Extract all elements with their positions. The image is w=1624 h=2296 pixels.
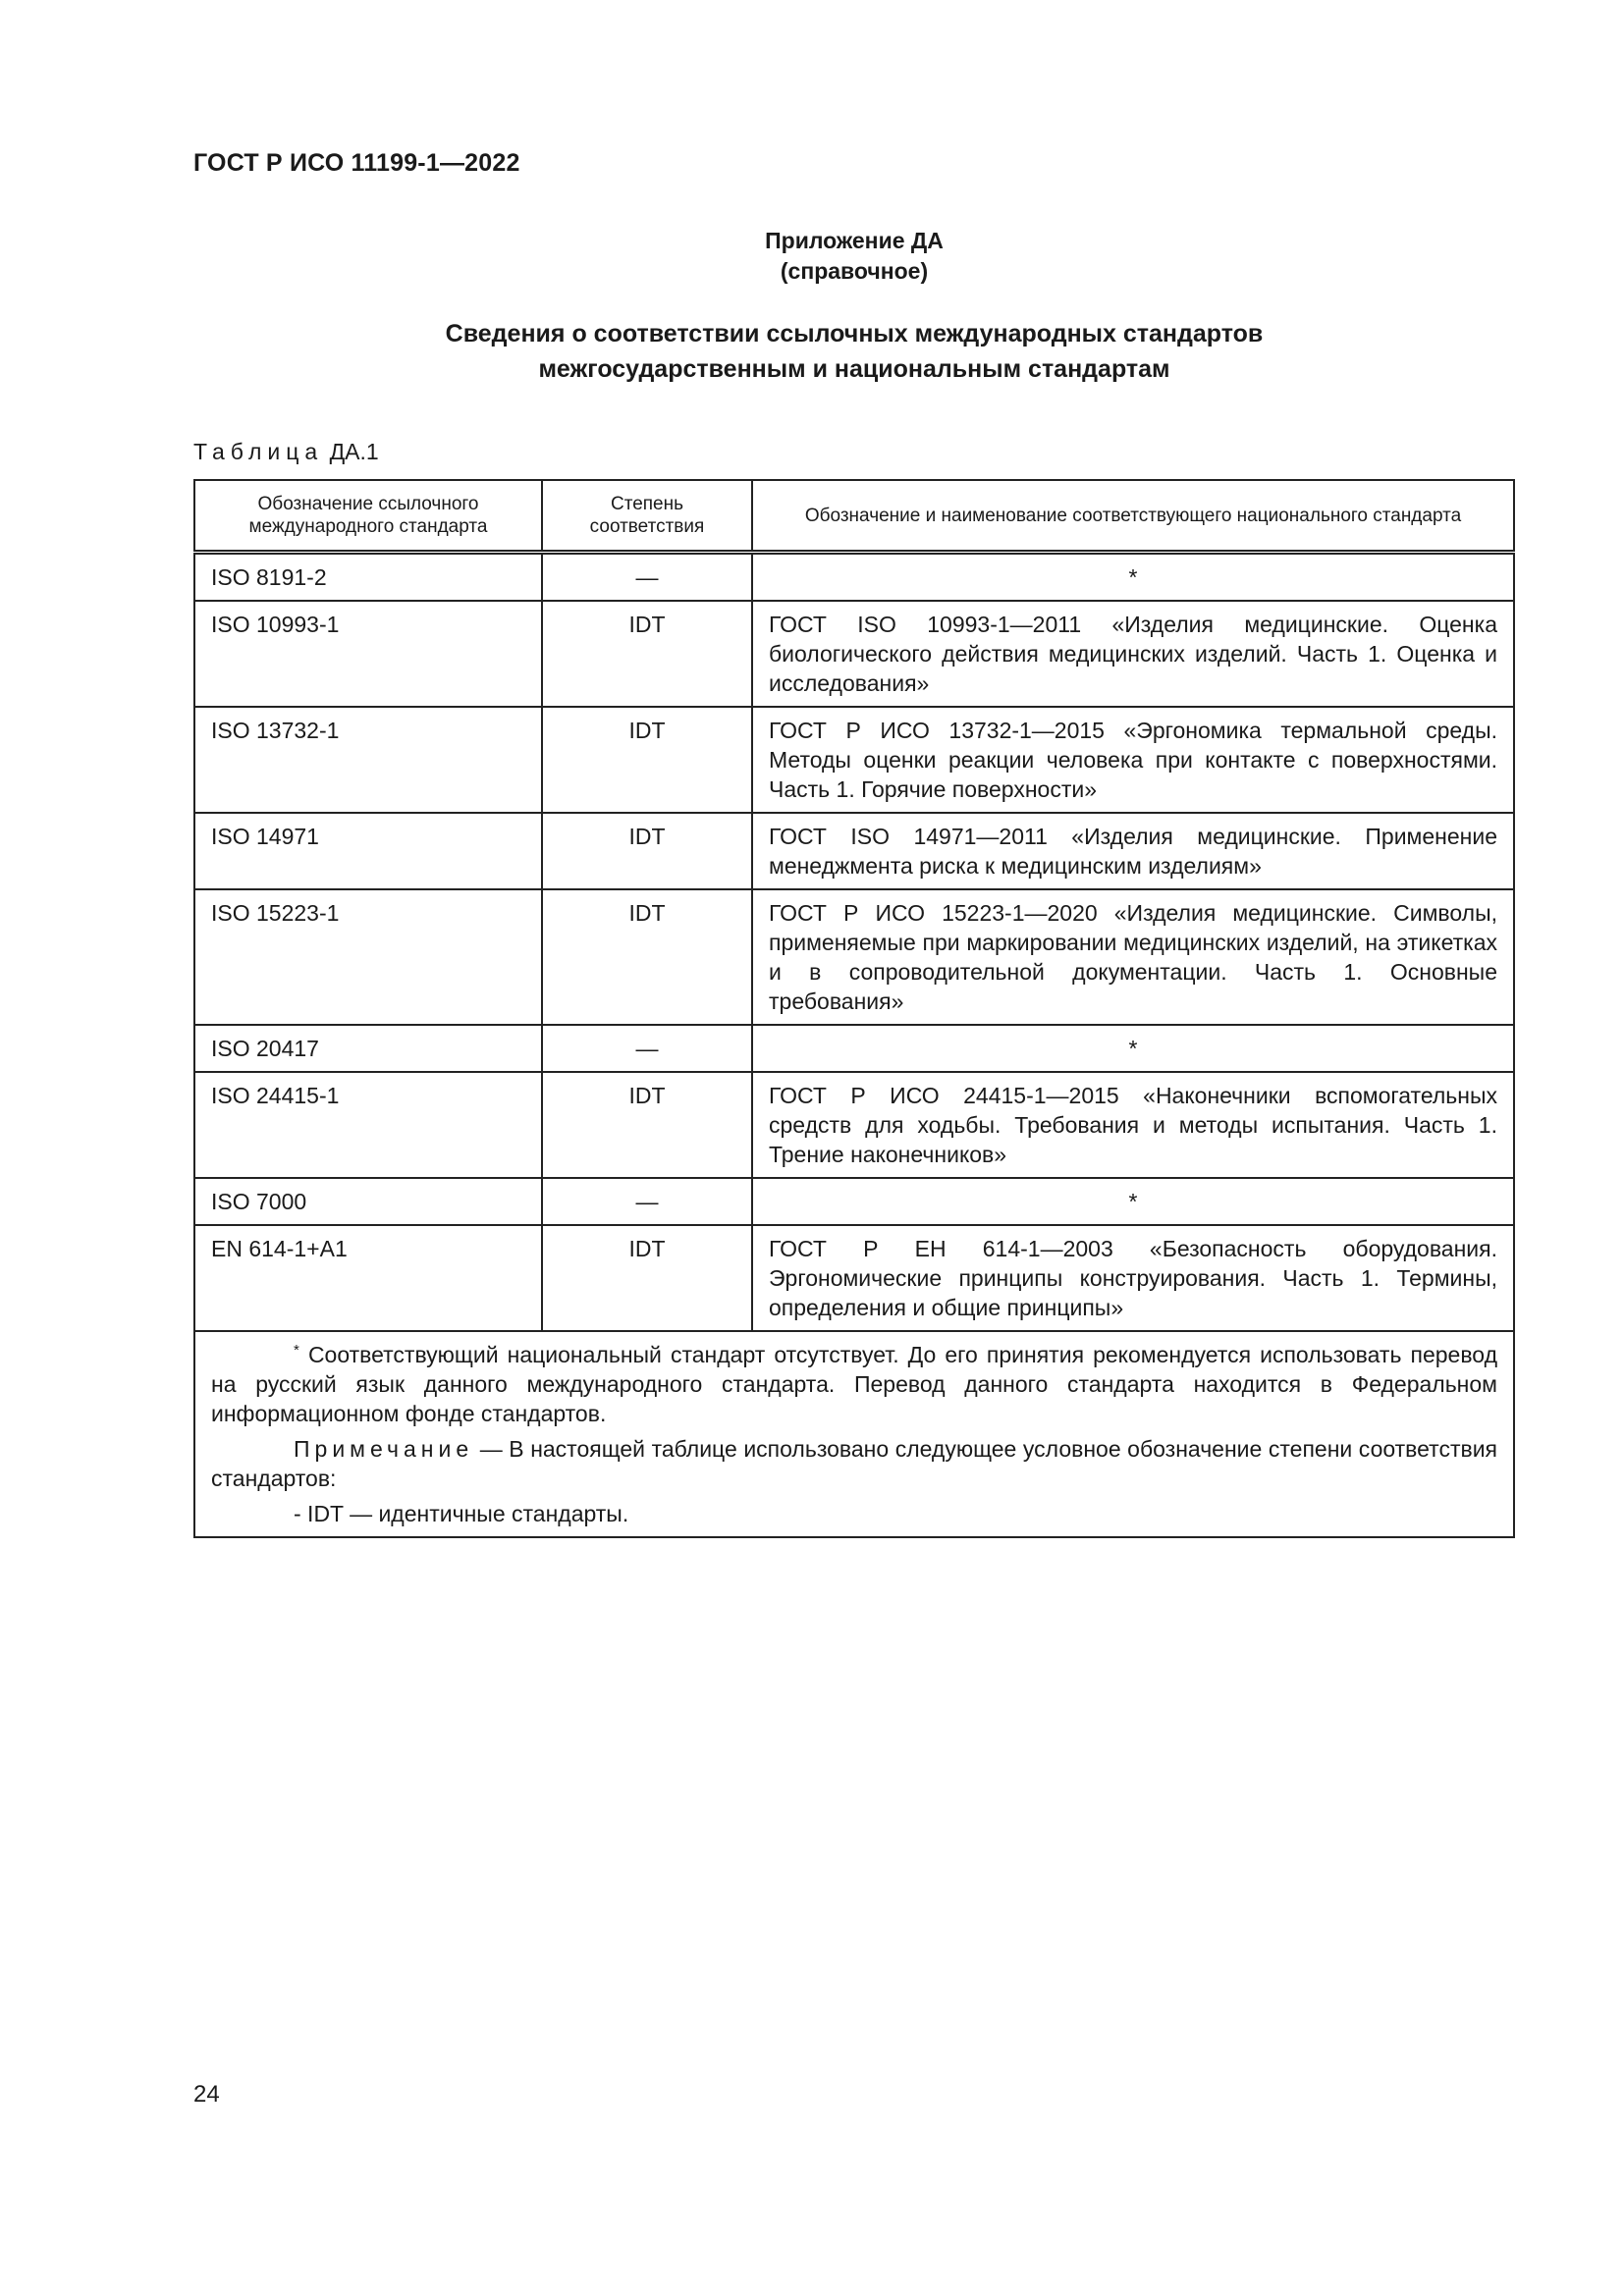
idt-definition: - IDT — идентичные стандарты. [294, 1501, 629, 1526]
annex-title-line-1: Сведения о соответствии ссылочных международных стандартов [445, 320, 1264, 347]
document-code-header: ГОСТ Р ИСО 11199-1—2022 [193, 149, 520, 177]
degree-cell: IDT [542, 601, 752, 707]
reference-standard-cell: ISO 15223-1 [194, 889, 542, 1025]
reference-standard-cell: EN 614-1+A1 [194, 1225, 542, 1331]
table-row [194, 707, 1514, 813]
national-standard-cell: ГОСТ Р ИСО 13732-1—2015 «Эргономика термальной среды. Методы оценки реакции человека при контакте с поверхностями. Часть 1. Горячие поверхности» [752, 707, 1514, 813]
reference-standard-cell: ISO 24415-1 [194, 1072, 542, 1178]
footnote-mark: * [294, 1342, 299, 1359]
column-header-degree: Степень соответствия [542, 480, 752, 553]
reference-standard-cell: ISO 10993-1 [194, 601, 542, 707]
reference-standard-cell: ISO 13732-1 [194, 707, 542, 813]
note-label: Примечание [294, 1436, 474, 1462]
table-footnote-cell [194, 1331, 1514, 1537]
table-row [194, 1025, 1514, 1072]
degree-cell: IDT [542, 707, 752, 813]
national-standard-cell: * [752, 1025, 1514, 1072]
table-footnote-row [194, 1331, 1514, 1537]
note-text: — В настоящей таблице использовано следующее условное обозначение степени соответствия стандартов: [211, 1436, 1498, 1491]
annex-type: (справочное) [780, 258, 929, 284]
reference-standard-cell: ISO 20417 [194, 1025, 542, 1072]
table-row [194, 1225, 1514, 1331]
reference-standard-cell: ISO 8191-2 [194, 553, 542, 602]
annex-name: Приложение ДА [765, 228, 944, 253]
table-header-row [194, 480, 1514, 553]
national-standard-cell: * [752, 553, 1514, 602]
column-header-reference: Обозначение ссылочного международного стандарта [194, 480, 542, 553]
degree-cell: IDT [542, 1072, 752, 1178]
table-row [194, 1072, 1514, 1178]
table-row [194, 601, 1514, 707]
annex-title [0, 316, 1624, 387]
annex-title-line-2: межгосударственным и национальным стандартам [538, 355, 1170, 383]
national-standard-cell: ГОСТ ISO 14971—2011 «Изделия медицинские. Применение менеджмента риска к медицинским изделиям» [752, 813, 1514, 889]
table-row [194, 1178, 1514, 1225]
degree-cell: — [542, 1178, 752, 1225]
table-label-number: ДА.1 [329, 439, 379, 464]
reference-standard-cell: ISO 7000 [194, 1178, 542, 1225]
footnote-paragraph [211, 1340, 1497, 1428]
table-label [193, 439, 379, 465]
note-paragraph [211, 1434, 1497, 1493]
table-label-word: Таблица [193, 439, 324, 464]
degree-cell: IDT [542, 813, 752, 889]
reference-standard-cell: ISO 14971 [194, 813, 542, 889]
standards-correspondence-table [193, 479, 1515, 1538]
page-number: 24 [193, 2081, 220, 2108]
degree-cell: — [542, 553, 752, 602]
national-standard-cell: * [752, 1178, 1514, 1225]
national-standard-cell: ГОСТ ISO 10993-1—2011 «Изделия медицинские. Оценка биологического действия медицинских изделий. Часть 1. Оценка и исследования» [752, 601, 1514, 707]
footnote-text: Соответствующий национальный стандарт отсутствует. До его принятия рекомендуется использовать перевод на русский язык данного международного стандарта. Перевод данного стандарта находится в Федеральном информационном фонде стандартов. [211, 1342, 1498, 1426]
degree-cell: — [542, 1025, 752, 1072]
national-standard-cell: ГОСТ Р ЕН 614-1—2003 «Безопасность оборудования. Эргономические принципы конструирования. Часть 1. Термины, определения и общие принципы» [752, 1225, 1514, 1331]
annex-heading [0, 226, 1624, 287]
degree-cell: IDT [542, 889, 752, 1025]
degree-cell: IDT [542, 1225, 752, 1331]
column-header-national: Обозначение и наименование соответствующего национального стандарта [752, 480, 1514, 553]
national-standard-cell: ГОСТ Р ИСО 15223-1—2020 «Изделия медицинские. Символы, применяемые при маркировании медицинских изделий, на этикетках и в сопроводительной документации. Часть 1. Основные требования» [752, 889, 1514, 1025]
national-standard-cell: ГОСТ Р ИСО 24415-1—2015 «Наконечники вспомогательных средств для ходьбы. Требования и методы испытания. Часть 1. Трение наконечников» [752, 1072, 1514, 1178]
table-row [194, 553, 1514, 602]
table-row [194, 889, 1514, 1025]
table-row [194, 813, 1514, 889]
